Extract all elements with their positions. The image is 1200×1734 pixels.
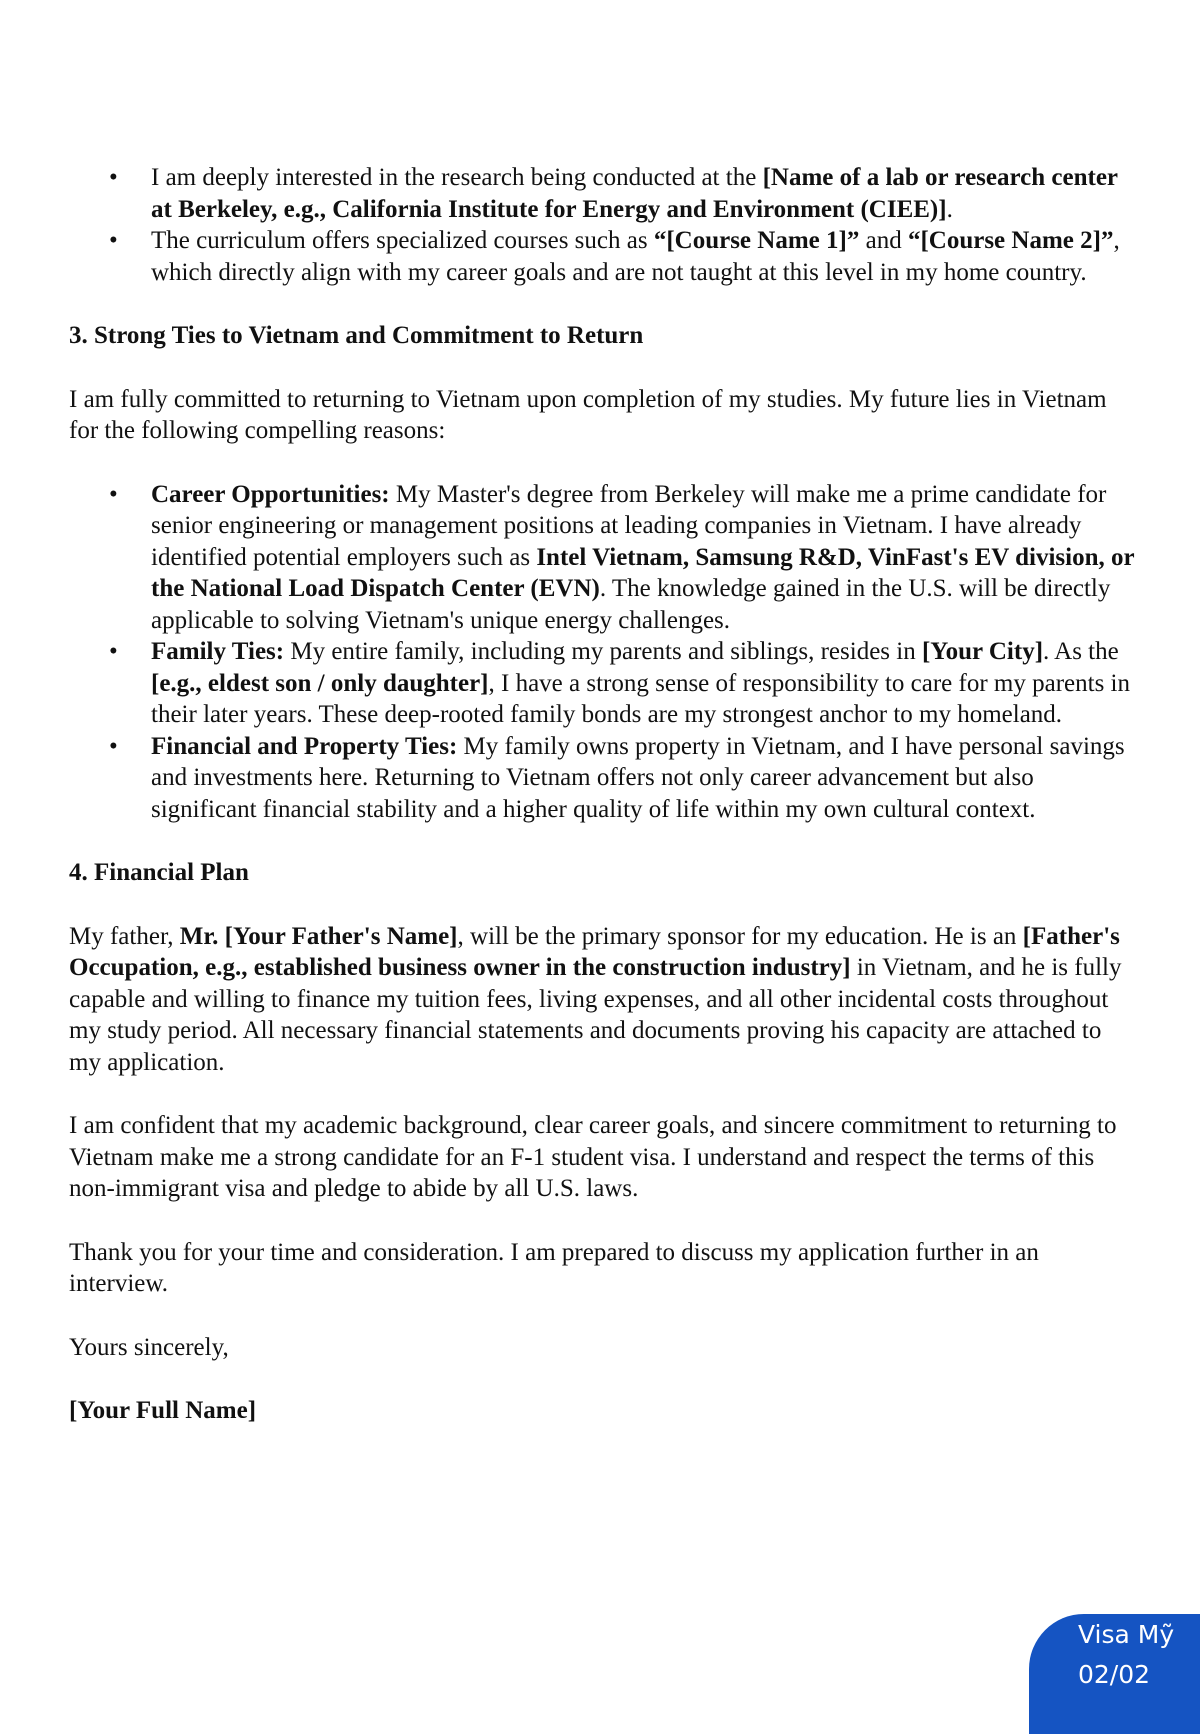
bullet-icon: • <box>109 732 118 760</box>
signature-name <box>69 1395 1139 1427</box>
bullet-text: , which directly align with my career goals and are not taught at this level in my home country. <box>151 227 1120 286</box>
paragraph-text: in Vietnam, and he is fully capable and willing to finance my tuition fees, living expenses, and all other incidental costs throughout my study period. All necessary financial statements and documents proving his capacity are attached to my application. <box>69 954 1122 1076</box>
bullet-text: The curriculum offers specialized courses such as <box>151 227 654 254</box>
bullet-icon: • <box>109 227 118 254</box>
bullet-emphasis: [Your City] <box>921 638 1044 665</box>
paragraph-emphasis: [Father's Occupation, e.g., established business owner in the construction industry] <box>69 922 1120 981</box>
bullet-emphasis: [Name of a lab or research center at Berkeley, e.g., California Institute for Energy and Environment (CIEE)] <box>151 164 1118 223</box>
section-heading: 3. Strong Ties to Vietnam and Commitment to Return <box>69 322 644 349</box>
paragraph: I am fully committed to returning to Vietnam upon completion of my studies. My future lies in Vietnam for the following compelling reasons: <box>69 385 1107 444</box>
research-bullet-list <box>69 162 1139 288</box>
bullet-text: . <box>946 195 953 223</box>
bullet-label: Career Opportunities: <box>151 480 390 508</box>
list-item <box>69 479 1139 637</box>
signoff: Yours sincerely, <box>69 1333 229 1361</box>
badge-page-number: 02/02 <box>1078 1660 1151 1689</box>
paragraph: Thank you for your time and consideration. I am prepared to discuss my application further in an interview. <box>69 1238 1039 1297</box>
bullet-text: My Master's degree from Berkeley will make me a prime candidate for senior engineering or management positions at leading companies in Vietnam. I have already identified potential employers such as <box>151 480 1107 571</box>
paragraph-emphasis: Mr. [Your Father's Name] <box>179 922 458 950</box>
bullet-emphasis: “[Course Name 2]” <box>907 227 1114 254</box>
signature-name-text: [Your Full Name] <box>69 1397 257 1424</box>
bullet-emphasis: Intel Vietnam, Samsung R&D, VinFast's EV division, or the National Load Dispatch Center (EVN) <box>151 543 1135 602</box>
letter-body <box>69 162 1139 1427</box>
list-item <box>69 225 1139 288</box>
bullet-text: I am deeply interested in the research being conducted at the <box>151 164 763 191</box>
paragraph <box>69 921 1139 1079</box>
badge-title: Visa Mỹ <box>1078 1620 1175 1649</box>
ties-bullet-list <box>69 479 1139 826</box>
list-item <box>69 636 1139 731</box>
bullet-emphasis: “[Course Name 1]” <box>653 227 860 254</box>
bullet-text: and <box>859 227 908 254</box>
paragraph-text: , will be the primary sponsor for my education. He is an <box>457 922 1023 950</box>
bullet-text: . The knowledge gained in the U.S. will be directly applicable to solving Vietnam's unique energy challenges. <box>151 575 1111 634</box>
bullet-icon: • <box>109 480 118 508</box>
list-item <box>69 731 1139 826</box>
bullet-icon: • <box>109 638 118 665</box>
section-heading: 4. Financial Plan <box>69 859 249 886</box>
bullet-text: My family owns property in Vietnam, and I have personal savings and investments here. Returning to Vietnam offers not only career advancement but also significant financial stability and a higher quality of life within my own cultural context. <box>151 732 1125 823</box>
bullet-icon: • <box>109 164 118 191</box>
paragraph-text: My father, <box>69 922 180 950</box>
paragraph: I am confident that my academic background, clear career goals, and sincere commitment to returning to Vietnam make me a strong candidate for an F-1 student visa. I understand and respect the terms of this non-immigrant visa and pledge to abide by all U.S. laws. <box>69 1112 1117 1202</box>
page-badge <box>1029 1614 1200 1734</box>
list-item <box>69 162 1139 225</box>
bullet-label: Financial and Property Ties: <box>151 732 458 760</box>
bullet-text: . As the <box>1043 638 1119 665</box>
bullet-text: My entire family, including my parents and siblings, resides in <box>284 638 922 665</box>
bullet-label: Family Ties: <box>151 638 285 665</box>
bullet-emphasis: [e.g., eldest son / only daughter] <box>151 669 489 697</box>
bullet-text: , I have a strong sense of responsibility to care for my parents in their later years. These deep-rooted family bonds are my strongest anchor to my homeland. <box>151 669 1130 728</box>
